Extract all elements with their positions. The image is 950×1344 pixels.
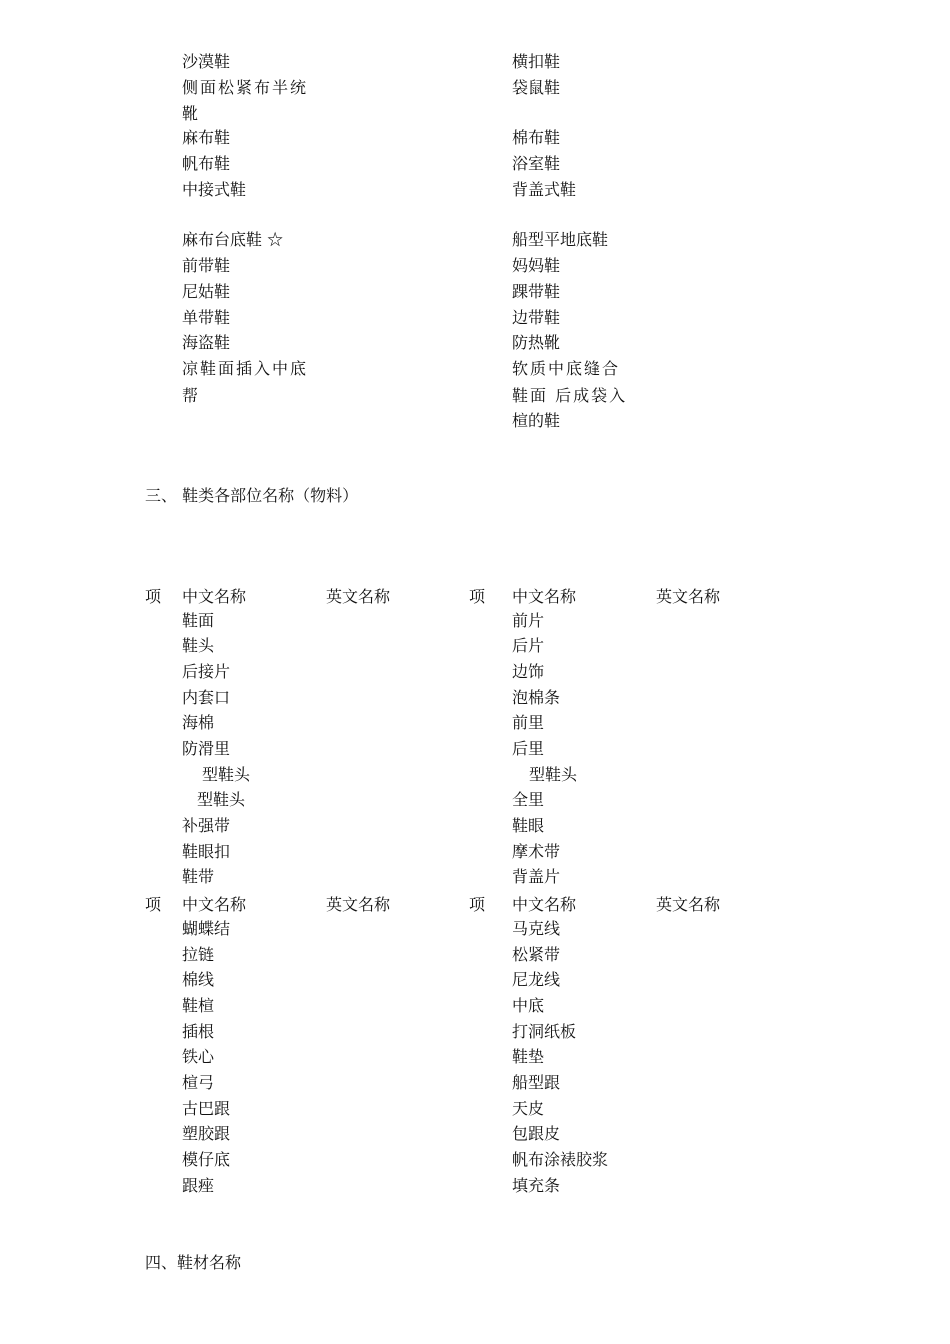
part-name-right: 填充条 [512, 1176, 561, 1195]
part-name-left: 海棉 [182, 713, 215, 732]
shoe-type-right: 鞋面 后成袋入 [512, 386, 628, 405]
part-name-left: 跟痤 [182, 1176, 215, 1195]
part-name-right: 后里 [512, 739, 545, 758]
shoe-type-left: 帆布鞋 [182, 154, 231, 173]
header-item: 项 [145, 587, 162, 606]
header-english-name: 英文名称 [656, 587, 721, 606]
part-name-right: 天皮 [512, 1099, 545, 1118]
part-name-right: 中底 [512, 996, 545, 1015]
part-name-left: 插根 [182, 1022, 215, 1041]
part-name-right: 鞋垫 [512, 1047, 545, 1066]
part-name-left: 拉链 [182, 945, 215, 964]
part-name-right: 泡棉条 [512, 688, 561, 707]
header-item: 项 [469, 587, 486, 606]
part-name-left: 棉线 [182, 970, 215, 989]
shoe-type-left: 侧面松紧布半统 [182, 78, 309, 97]
header-english-name: 英文名称 [656, 895, 721, 914]
header-chinese-name: 中文名称 [182, 587, 247, 606]
part-name-left: 后接片 [182, 662, 231, 681]
part-name-left: 鞋头 [182, 636, 215, 655]
shoe-type-right: 软质中底缝合 [512, 359, 621, 378]
part-name-right: 边饰 [512, 662, 545, 681]
shoe-type-left: 凉鞋面插入中底 [182, 359, 309, 378]
part-name-right: 尼龙线 [512, 970, 561, 989]
shoe-type-left: 沙漠鞋 [182, 52, 231, 71]
shoe-type-left: 麻布台底鞋 ☆ [182, 230, 284, 249]
part-name-left: 补强带 [182, 816, 231, 835]
header-chinese-name: 中文名称 [512, 587, 577, 606]
part-name-right: 帆布涂裱胶浆 [512, 1150, 609, 1169]
shoe-type-left: 海盗鞋 [182, 333, 231, 352]
header-item: 项 [145, 895, 162, 914]
shoe-type-right: 边带鞋 [512, 308, 561, 327]
shoe-type-left: 单带鞋 [182, 308, 231, 327]
part-name-left: 型鞋头 [202, 765, 251, 784]
shoe-type-left: 中接式鞋 [182, 180, 247, 199]
part-name-left: 鞋眼扣 [182, 842, 231, 861]
shoe-type-right: 踝带鞋 [512, 282, 561, 301]
part-name-left: 内套口 [182, 688, 231, 707]
shoe-type-right: 袋鼠鞋 [512, 78, 561, 97]
part-name-right: 包跟皮 [512, 1124, 561, 1143]
part-name-right: 松紧带 [512, 945, 561, 964]
part-name-right: 船型跟 [512, 1073, 561, 1092]
shoe-type-right: 妈妈鞋 [512, 256, 561, 275]
section-heading-3: 三、 鞋类各部位名称（物料） [145, 486, 359, 505]
section-heading-4: 四、鞋材名称 [145, 1253, 242, 1272]
part-name-left: 楦弓 [182, 1073, 215, 1092]
part-name-left: 鞋面 [182, 611, 215, 630]
part-name-left: 铁心 [182, 1047, 215, 1066]
part-name-right: 背盖片 [512, 867, 561, 886]
part-name-left: 鞋带 [182, 867, 215, 886]
shoe-type-left: 麻布鞋 [182, 128, 231, 147]
shoe-type-right: 楦的鞋 [512, 411, 561, 430]
header-chinese-name: 中文名称 [512, 895, 577, 914]
part-name-left: 模仔底 [182, 1150, 231, 1169]
shoe-type-right: 浴室鞋 [512, 154, 561, 173]
shoe-type-right: 船型平地底鞋 [512, 230, 609, 249]
part-name-right: 马克线 [512, 919, 561, 938]
part-name-right: 打洞纸板 [512, 1022, 577, 1041]
shoe-type-left: 尼姑鞋 [182, 282, 231, 301]
header-chinese-name: 中文名称 [182, 895, 247, 914]
part-name-right: 型鞋头 [529, 765, 578, 784]
shoe-type-right: 背盖式鞋 [512, 180, 577, 199]
part-name-left: 型鞋头 [197, 790, 246, 809]
part-name-left: 塑胶跟 [182, 1124, 231, 1143]
part-name-right: 后片 [512, 636, 545, 655]
shoe-type-right: 棉布鞋 [512, 128, 561, 147]
part-name-right: 摩术带 [512, 842, 561, 861]
part-name-right: 前里 [512, 713, 545, 732]
part-name-right: 前片 [512, 611, 545, 630]
shoe-type-left: 前带鞋 [182, 256, 231, 275]
part-name-left: 鞋楦 [182, 996, 215, 1015]
shoe-type-left: 帮 [182, 386, 199, 405]
part-name-right: 全里 [512, 790, 545, 809]
shoe-type-left: 靴 [182, 104, 199, 123]
shoe-type-right: 防热靴 [512, 333, 561, 352]
header-english-name: 英文名称 [326, 587, 391, 606]
part-name-left: 防滑里 [182, 739, 231, 758]
part-name-left: 古巴跟 [182, 1099, 231, 1118]
header-item: 项 [469, 895, 486, 914]
shoe-type-right: 横扣鞋 [512, 52, 561, 71]
header-english-name: 英文名称 [326, 895, 391, 914]
part-name-left: 蝴蝶结 [182, 919, 231, 938]
part-name-right: 鞋眼 [512, 816, 545, 835]
